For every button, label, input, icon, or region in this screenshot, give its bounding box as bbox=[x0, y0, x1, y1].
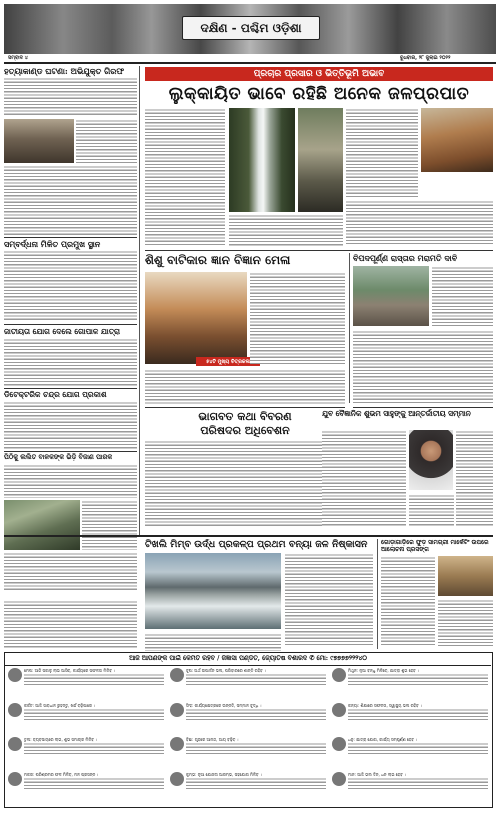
road-headline: ବିପଦପୂର୍ଣ୍ଣ ରାସ୍ତାର ମରାମତି ଦାବି bbox=[353, 253, 458, 263]
horoscope-text: କନ୍ୟା: ଶିକ୍ଷାରେ ସଫଳତା, ସ୍ୱାସ୍ଥ୍ୟ ଭଲ ରହିବ । bbox=[348, 702, 422, 708]
horoscope-text: କର୍କଟ: ଆଜି ସାବଧାନ ରୁହନ୍ତୁ, ଖର୍ଚ୍ଚ ବଢ଼ିପାରେ । bbox=[24, 702, 96, 708]
science-fair-caption: ୫୪ଟି ମୁଖ୍ୟ ଚିତ୍ରକଳା bbox=[206, 358, 250, 365]
horoscope-lines bbox=[24, 673, 164, 687]
masthead bbox=[4, 4, 496, 54]
masthead-title: ଦକ୍ଷିଣ - ପଶ୍ଚିମ ଓଡ଼ିଶା bbox=[200, 20, 302, 35]
horoscope-text: ମିଥୁନ: ନୂଆ ବନ୍ଧୁ ମିଳିବେ, ଯାତ୍ରା ଶୁଭ ହେବ । bbox=[348, 668, 419, 673]
left-divider-2 bbox=[4, 324, 137, 325]
left-story4-body bbox=[4, 401, 137, 449]
left-story5-body2 bbox=[82, 500, 137, 550]
issue-date: ବୁଧବାର, ୨୮ ଜୁଲାଇ ୨୦୨୨ bbox=[400, 55, 451, 61]
zodiac-icon bbox=[8, 772, 22, 786]
left-story5-headline: ପିଠିକୁ ଲଲିତ ବାଳକଙ୍କ ଭିଡ଼ି ବିଜାଣ ପାରକ bbox=[4, 453, 113, 461]
award-body2 bbox=[456, 430, 493, 526]
left-column-rule bbox=[139, 66, 140, 536]
horoscope-sign bbox=[332, 703, 488, 736]
left-story2-headline: ସମ୍ବର୍ଦ୍ଧନା ମିଳିତ ପ୍ରମୁଖ ସ୍ଥାନ bbox=[4, 239, 101, 249]
zodiac-icon bbox=[8, 703, 22, 717]
horoscope-text: ମୀନ: ଆଜି ଭଲ ଦିନ, ଧନ ଲାଭ ହେବ । bbox=[348, 771, 406, 777]
horoscope-sign bbox=[170, 737, 326, 770]
main-waterfall-photo bbox=[229, 108, 295, 212]
horoscope-lines bbox=[186, 742, 326, 756]
science-fair-headline: ଶିଶୁ ବାଟିକାର ଜ୍ଞାନ ବିଜ୍ଞାନ ମେଳା bbox=[145, 253, 291, 267]
horoscope-lines bbox=[186, 708, 326, 722]
award-portrait bbox=[409, 430, 453, 490]
horoscope-sign bbox=[170, 668, 326, 701]
dam-headline: ଟିଖଲି ମିମ୍ବ ଉର୍ଦ୍ଧ ପ୍ରକଳ୍ପ ପ୍ରଥମ ବନ୍ୟା ଜଳ ନିଷ୍କାସନ bbox=[145, 539, 368, 550]
gold-photo bbox=[438, 556, 493, 596]
gold-column-rule bbox=[377, 539, 378, 649]
zodiac-icon bbox=[332, 772, 346, 786]
zodiac-icon bbox=[332, 737, 346, 751]
science-fair-body2 bbox=[145, 369, 345, 405]
zodiac-icon bbox=[170, 772, 184, 786]
science-fair-photo bbox=[145, 272, 247, 364]
bhagabata-headline-1: ଭାଗବତ କଥା ବିବରଣ bbox=[198, 410, 292, 423]
zodiac-icon bbox=[8, 737, 22, 751]
zodiac-icon bbox=[170, 737, 184, 751]
horoscope-title: ଆଜି ଆପଣଙ୍କ ପାଇଁ କେମିତି ରହିବ / ଜିଜ୍ଞାସା ପଣ୍ଡିତ, ଜ୍ୟୋତିଷ ବିଶାରଦ ✆ ମୋ: ୯୭୭୭୭୨୨୨୪୦ bbox=[129, 655, 367, 662]
left-story3-body bbox=[4, 338, 137, 386]
horoscope-sign bbox=[332, 772, 488, 805]
masthead-rule bbox=[4, 62, 496, 64]
bhagabata-body bbox=[145, 440, 345, 528]
main-rocks-photo bbox=[298, 108, 343, 212]
road-body2 bbox=[353, 330, 493, 404]
horoscope-sign bbox=[332, 668, 488, 701]
gold-body2 bbox=[438, 599, 493, 646]
left-story5-body bbox=[4, 464, 137, 498]
bhagabata-rule bbox=[145, 407, 345, 408]
road-photo bbox=[353, 266, 429, 326]
left-story1-body2 bbox=[76, 119, 137, 163]
horoscope-text: ମେଷ: ଆଜି ସକାଳୁ ଲାଭ ଆସିବ, କାର୍ଯ୍ୟରେ ସଫଳତା ମିଳିବ । bbox=[24, 668, 116, 673]
horoscope-lines bbox=[186, 673, 326, 687]
mid-column-rule bbox=[349, 253, 350, 403]
left-story5-photo bbox=[4, 500, 80, 550]
dam-rule bbox=[4, 535, 493, 537]
left-story4-headline: ଡିଟେକ୍ଟରିକ ଚନ୍ଦ୍ର ଯୋଗ ପ୍ରକାଶ bbox=[4, 390, 107, 399]
left-story3-headline: ଜାତୀୟତା ଯୋଗ ଦେଲେ ଗୋପାଳ ଯାତ୍ରା bbox=[4, 327, 120, 336]
horoscope-lines bbox=[348, 673, 488, 687]
horoscope-sign bbox=[8, 737, 164, 770]
road-body bbox=[432, 266, 493, 326]
zodiac-icon bbox=[170, 668, 184, 682]
horoscope-sign bbox=[332, 737, 488, 770]
left-story2-body bbox=[4, 250, 137, 322]
main-body-col1 bbox=[145, 108, 225, 246]
horoscope-text: ମକର: ପରିଶ୍ରମର ଫଳ ମିଳିବ, ମନ ପ୍ରସନ୍ନ । bbox=[24, 771, 99, 777]
left-story5-body3 bbox=[4, 552, 137, 592]
horoscope-text: ତୁଳା: ବ୍ୟବସାୟରେ ଲାଭ, ଶୁଭ ସମାଚାର ମିଳିବ । bbox=[24, 737, 98, 742]
left-column bbox=[4, 66, 137, 752]
left-story1-photo bbox=[4, 119, 74, 163]
horoscope-text: ଧନୁ: ଯାତ୍ରା ଯୋଗ, କାର୍ଯ୍ୟ ସମ୍ପୂର୍ଣ୍ଣ ହେବ । bbox=[348, 737, 418, 742]
zodiac-icon bbox=[332, 668, 346, 682]
left-divider-4 bbox=[4, 451, 137, 452]
horoscope-text: କୁମ୍ଭ: ନୂଆ ଯୋଜନା ଆରମ୍ଭ, ସହଯୋଗ ମିଳିବ । bbox=[186, 771, 262, 777]
horoscope-title-bar bbox=[5, 653, 491, 666]
main-kicker: ପ୍ରଚାର ପ୍ରସାର ଓ ଭିତ୍ତିଭୂମି ଅଭାବ bbox=[253, 69, 385, 79]
main-headline: ଲୁକ୍କାୟିତ ଭାବେ ରହିଛି ଅନେକ ଜଳପ୍ରପାତ bbox=[168, 84, 470, 104]
horoscope-lines bbox=[24, 742, 164, 756]
horoscope-box bbox=[4, 652, 493, 808]
page-number: ସମ୍ବାଦ ୪ bbox=[8, 55, 28, 61]
horoscope-sign bbox=[8, 703, 164, 736]
dam-photo bbox=[145, 553, 281, 629]
main-body-col3 bbox=[229, 214, 343, 246]
award-headline-visible: ଯୁବ ବୈଜ୍ଞାନିକ ଶୁଭମ ସାହୁଙ୍କୁ ଆନ୍ତର୍ଜାତୀୟ ସମ୍ମାନ bbox=[322, 409, 471, 418]
horoscope-text: ସିଂହ: କାର୍ଯ୍ୟକ୍ଷେତ୍ରରେ ଉନ୍ନତି, ସମ୍ମାନ ବୃଦ୍ଧି । bbox=[186, 702, 262, 708]
horoscope-lines bbox=[24, 708, 164, 722]
main-divider bbox=[145, 250, 493, 251]
horoscope-sign bbox=[170, 772, 326, 805]
dam-body bbox=[285, 553, 373, 645]
left-story1-body3 bbox=[4, 165, 137, 235]
left-divider-3 bbox=[4, 388, 137, 389]
left-divider-1 bbox=[4, 237, 137, 238]
horoscope-text: ବୃଷ: ଅର୍ଥ ଉପାର୍ଜନ ଭଲ, ପରିବାରରେ ଶାନ୍ତି ରହିବ । bbox=[186, 668, 266, 673]
horoscope-lines bbox=[186, 777, 326, 791]
horoscope-lines bbox=[24, 777, 164, 791]
horoscope-sign bbox=[8, 772, 164, 805]
gold-body bbox=[381, 556, 435, 646]
horoscope-sign bbox=[8, 668, 164, 701]
masthead-title-box bbox=[182, 16, 320, 40]
left-bottom-body bbox=[4, 600, 137, 648]
horoscope-lines bbox=[348, 742, 488, 756]
science-fair-body bbox=[250, 272, 345, 364]
main-body-col2 bbox=[346, 108, 418, 198]
main-kicker-bar bbox=[145, 67, 493, 81]
dam-body2 bbox=[145, 633, 281, 651]
gold-headline: ଗୋଡ଼ାଗାଡ଼ିରେ ଫୁଡ଼ ସାମଗ୍ରୀ ମାର୍କେଟିଂ ଉପରେ ଆଲୋଚନା ପ୍ରସଙ୍ଗ bbox=[381, 539, 489, 553]
horoscope-lines bbox=[348, 777, 488, 791]
bhagabata-headline-2: ପରିଷଦର ଅଧିବେଶନ bbox=[200, 424, 290, 437]
award-rule bbox=[353, 407, 493, 408]
horoscope-text: ବିଛା: ଗୃହରେ ଆନନ୍ଦ, ଆୟ ବଢ଼ିବ । bbox=[186, 737, 239, 742]
award-body3 bbox=[409, 494, 454, 526]
main-hill-photo bbox=[421, 108, 493, 172]
main-body-col4 bbox=[346, 200, 493, 246]
horoscope-grid bbox=[8, 668, 488, 804]
zodiac-icon bbox=[8, 668, 22, 682]
horoscope-lines bbox=[348, 708, 488, 722]
zodiac-icon bbox=[170, 703, 184, 717]
left-story1-headline: ହତ୍ୟାକାଣ୍ଡ ଘଟଣା: ଅଭିଯୁକ୍ତ ଗିରଫ bbox=[4, 66, 125, 76]
left-story1-body bbox=[4, 77, 137, 117]
award-body bbox=[322, 430, 406, 526]
horoscope-sign bbox=[170, 703, 326, 736]
zodiac-icon bbox=[332, 703, 346, 717]
